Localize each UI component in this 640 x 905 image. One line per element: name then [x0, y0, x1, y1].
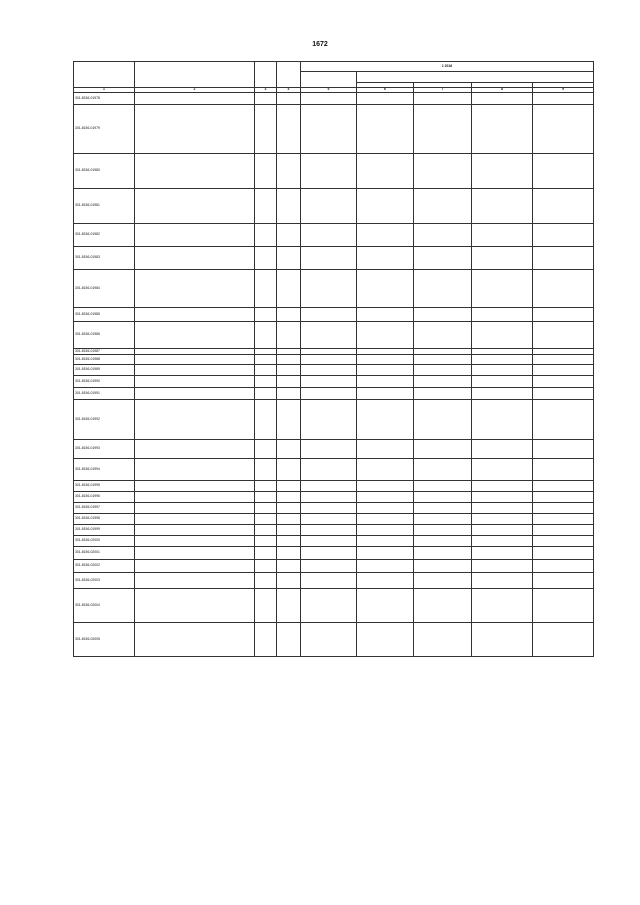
table-row — [74, 365, 594, 376]
row-price-zone-2 — [414, 440, 472, 459]
table-row — [74, 589, 594, 623]
row-price-zone-4 — [533, 589, 594, 623]
table-row — [74, 547, 594, 560]
row-name — [135, 623, 255, 657]
row-code: 301-8156-02003 — [74, 573, 135, 589]
row-name — [135, 525, 255, 536]
table-row — [74, 560, 594, 573]
row-price-release — [301, 270, 357, 308]
row-price-zone-2 — [414, 224, 472, 247]
row-price-zone-2 — [414, 308, 472, 322]
row-unit — [255, 388, 277, 400]
row-code: 301-8156-01999 — [74, 525, 135, 536]
column-number: 8 — [472, 88, 533, 93]
row-code: 301-8156-01981 — [74, 189, 135, 224]
row-unit — [255, 589, 277, 623]
row-price-zone-4 — [533, 105, 594, 154]
column-number: 6 — [357, 88, 414, 93]
row-mass — [277, 154, 301, 189]
row-price-zone-1 — [357, 459, 414, 481]
column-number: 1 — [74, 88, 135, 93]
row-price-zone-2 — [414, 365, 472, 376]
row-price-release — [301, 400, 357, 440]
row-unit — [255, 573, 277, 589]
row-price-zone-3 — [472, 189, 533, 224]
row-name — [135, 560, 255, 573]
row-price-zone-4 — [533, 247, 594, 270]
row-price-zone-3 — [472, 400, 533, 440]
row-code: 301-8156-01987 — [74, 349, 135, 355]
row-code: 301-8156-02005 — [74, 623, 135, 657]
row-price-zone-3 — [472, 525, 533, 536]
row-unit — [255, 355, 277, 365]
row-price-zone-4 — [533, 189, 594, 224]
row-mass — [277, 105, 301, 154]
table-row — [74, 573, 594, 589]
row-price-zone-1 — [357, 365, 414, 376]
row-price-zone-3 — [472, 459, 533, 481]
row-unit — [255, 400, 277, 440]
row-name — [135, 154, 255, 189]
row-price-zone-4 — [533, 536, 594, 547]
table-row — [74, 189, 594, 224]
row-mass — [277, 440, 301, 459]
row-price-release — [301, 547, 357, 560]
row-price-zone-1 — [357, 376, 414, 388]
row-price-release — [301, 365, 357, 376]
row-unit — [255, 459, 277, 481]
row-mass — [277, 525, 301, 536]
row-code: 301-8156-01993 — [74, 440, 135, 459]
column-number: 4 — [277, 88, 301, 93]
row-unit — [255, 481, 277, 492]
row-mass — [277, 503, 301, 514]
row-code: 301-8156-01991 — [74, 388, 135, 400]
row-name — [135, 573, 255, 589]
header-estimate-price — [357, 72, 594, 83]
row-price-release — [301, 503, 357, 514]
header-code — [74, 62, 135, 88]
row-price-zone-3 — [472, 105, 533, 154]
row-price-zone-1 — [357, 623, 414, 657]
row-unit — [255, 492, 277, 503]
header-price-group: 1 2016 — [301, 62, 594, 72]
table-row — [74, 492, 594, 503]
row-price-release — [301, 481, 357, 492]
row-price-zone-2 — [414, 388, 472, 400]
row-price-zone-4 — [533, 573, 594, 589]
row-price-zone-2 — [414, 247, 472, 270]
row-price-zone-4 — [533, 525, 594, 536]
row-price-zone-1 — [357, 270, 414, 308]
row-price-release — [301, 154, 357, 189]
row-unit — [255, 308, 277, 322]
row-code: 301-8156-01988 — [74, 355, 135, 365]
row-price-release — [301, 93, 357, 105]
row-price-release — [301, 105, 357, 154]
row-code: 301-8156-02004 — [74, 589, 135, 623]
row-price-release — [301, 224, 357, 247]
table-row — [74, 224, 594, 247]
row-unit — [255, 525, 277, 536]
row-price-zone-4 — [533, 224, 594, 247]
row-mass — [277, 400, 301, 440]
row-mass — [277, 459, 301, 481]
row-price-zone-3 — [472, 365, 533, 376]
table-row — [74, 247, 594, 270]
row-name — [135, 308, 255, 322]
row-price-zone-1 — [357, 322, 414, 349]
row-price-zone-4 — [533, 376, 594, 388]
table-row — [74, 355, 594, 365]
row-price-zone-4 — [533, 459, 594, 481]
header-name — [135, 62, 255, 88]
row-price-zone-2 — [414, 189, 472, 224]
row-price-zone-3 — [472, 503, 533, 514]
row-unit — [255, 270, 277, 308]
row-price-release — [301, 440, 357, 459]
row-price-zone-3 — [472, 224, 533, 247]
table-row — [74, 440, 594, 459]
row-code: 301-8156-01979 — [74, 105, 135, 154]
row-price-zone-3 — [472, 481, 533, 492]
row-name — [135, 355, 255, 365]
row-price-zone-2 — [414, 355, 472, 365]
row-price-zone-3 — [472, 270, 533, 308]
row-price-zone-3 — [472, 93, 533, 105]
row-name — [135, 481, 255, 492]
row-name — [135, 400, 255, 440]
row-price-zone-2 — [414, 270, 472, 308]
row-code: 301-8156-01980 — [74, 154, 135, 189]
row-price-zone-3 — [472, 388, 533, 400]
table-row — [74, 623, 594, 657]
row-name — [135, 270, 255, 308]
row-price-release — [301, 573, 357, 589]
table-row — [74, 459, 594, 481]
row-price-release — [301, 376, 357, 388]
table-row — [74, 525, 594, 536]
row-unit — [255, 440, 277, 459]
row-price-zone-2 — [414, 573, 472, 589]
column-number: 3 — [255, 88, 277, 93]
row-price-zone-4 — [533, 481, 594, 492]
table-row — [74, 376, 594, 388]
row-name — [135, 589, 255, 623]
row-price-zone-2 — [414, 93, 472, 105]
row-code: 301-8156-01998 — [74, 514, 135, 525]
row-price-release — [301, 492, 357, 503]
column-number: 7 — [414, 88, 472, 93]
table-row — [74, 308, 594, 322]
row-price-zone-3 — [472, 514, 533, 525]
row-price-zone-3 — [472, 308, 533, 322]
row-mass — [277, 189, 301, 224]
row-price-zone-4 — [533, 365, 594, 376]
row-price-zone-3 — [472, 492, 533, 503]
row-price-zone-2 — [414, 154, 472, 189]
row-unit — [255, 623, 277, 657]
row-price-zone-2 — [414, 536, 472, 547]
row-price-zone-1 — [357, 514, 414, 525]
row-price-release — [301, 322, 357, 349]
row-price-zone-4 — [533, 93, 594, 105]
row-name — [135, 503, 255, 514]
row-unit — [255, 224, 277, 247]
row-unit — [255, 514, 277, 525]
row-name — [135, 376, 255, 388]
row-price-zone-2 — [414, 547, 472, 560]
row-price-release — [301, 355, 357, 365]
row-price-release — [301, 247, 357, 270]
row-code: 301-8156-01994 — [74, 459, 135, 481]
table-row — [74, 400, 594, 440]
row-name — [135, 93, 255, 105]
table-body — [74, 93, 594, 657]
row-unit — [255, 376, 277, 388]
row-unit — [255, 547, 277, 560]
row-price-zone-1 — [357, 503, 414, 514]
table-row — [74, 388, 594, 400]
row-price-zone-1 — [357, 573, 414, 589]
row-price-zone-1 — [357, 93, 414, 105]
row-price-zone-2 — [414, 514, 472, 525]
row-price-zone-2 — [414, 623, 472, 657]
row-unit — [255, 93, 277, 105]
table-row — [74, 514, 594, 525]
row-price-zone-4 — [533, 154, 594, 189]
row-price-zone-2 — [414, 560, 472, 573]
row-unit — [255, 247, 277, 270]
row-code: 301-8156-01997 — [74, 503, 135, 514]
row-mass — [277, 270, 301, 308]
row-code: 301-8156-01978 — [74, 93, 135, 105]
row-price-zone-2 — [414, 105, 472, 154]
row-code: 301-8156-01983 — [74, 247, 135, 270]
row-code: 301-8156-01995 — [74, 481, 135, 492]
row-price-zone-4 — [533, 623, 594, 657]
row-unit — [255, 154, 277, 189]
row-name — [135, 459, 255, 481]
row-price-zone-1 — [357, 536, 414, 547]
row-price-zone-2 — [414, 589, 472, 623]
row-price-zone-1 — [357, 224, 414, 247]
row-price-zone-3 — [472, 589, 533, 623]
row-price-zone-3 — [472, 355, 533, 365]
row-mass — [277, 365, 301, 376]
row-price-zone-4 — [533, 440, 594, 459]
row-mass — [277, 492, 301, 503]
row-price-zone-1 — [357, 105, 414, 154]
row-price-zone-4 — [533, 355, 594, 365]
row-price-release — [301, 623, 357, 657]
row-price-zone-4 — [533, 388, 594, 400]
row-price-zone-1 — [357, 355, 414, 365]
table-row — [74, 322, 594, 349]
row-code: 301-8156-01989 — [74, 365, 135, 376]
table-row — [74, 536, 594, 547]
row-code: 301-8156-02001 — [74, 547, 135, 560]
row-name — [135, 536, 255, 547]
row-mass — [277, 355, 301, 365]
row-price-zone-2 — [414, 459, 472, 481]
row-price-zone-3 — [472, 376, 533, 388]
row-mass — [277, 547, 301, 560]
row-mass — [277, 247, 301, 270]
row-mass — [277, 388, 301, 400]
row-code: 301-8156-01990 — [74, 376, 135, 388]
table-row — [74, 105, 594, 154]
row-mass — [277, 589, 301, 623]
row-price-zone-4 — [533, 400, 594, 440]
row-price-zone-1 — [357, 400, 414, 440]
row-price-release — [301, 525, 357, 536]
row-unit — [255, 105, 277, 154]
row-price-zone-3 — [472, 623, 533, 657]
row-mass — [277, 573, 301, 589]
table-row — [74, 503, 594, 514]
row-price-release — [301, 189, 357, 224]
row-name — [135, 547, 255, 560]
row-code: 301-8156-01984 — [74, 270, 135, 308]
row-price-zone-2 — [414, 492, 472, 503]
column-number: 5 — [301, 88, 357, 93]
table-row — [74, 270, 594, 308]
column-number: 9 — [533, 88, 594, 93]
row-name — [135, 388, 255, 400]
row-price-zone-3 — [472, 560, 533, 573]
row-mass — [277, 481, 301, 492]
row-price-zone-4 — [533, 560, 594, 573]
row-mass — [277, 224, 301, 247]
row-price-zone-4 — [533, 322, 594, 349]
row-price-release — [301, 388, 357, 400]
header-release-price — [301, 72, 357, 88]
row-code: 301-8156-01982 — [74, 224, 135, 247]
row-code: 301-8156-02002 — [74, 560, 135, 573]
row-code: 301-8156-01996 — [74, 492, 135, 503]
row-price-release — [301, 560, 357, 573]
row-mass — [277, 560, 301, 573]
row-price-zone-1 — [357, 388, 414, 400]
table-row — [74, 481, 594, 492]
row-price-zone-4 — [533, 514, 594, 525]
row-mass — [277, 514, 301, 525]
row-price-zone-4 — [533, 270, 594, 308]
row-unit — [255, 189, 277, 224]
row-price-zone-2 — [414, 481, 472, 492]
row-price-zone-3 — [472, 536, 533, 547]
page-number: 1672 — [312, 41, 328, 48]
row-price-zone-4 — [533, 547, 594, 560]
row-name — [135, 105, 255, 154]
row-code: 301-8156-01986 — [74, 322, 135, 349]
row-name — [135, 492, 255, 503]
row-price-zone-3 — [472, 247, 533, 270]
row-price-release — [301, 514, 357, 525]
row-price-release — [301, 589, 357, 623]
row-price-zone-4 — [533, 503, 594, 514]
row-mass — [277, 623, 301, 657]
row-name — [135, 189, 255, 224]
row-name — [135, 247, 255, 270]
row-name — [135, 514, 255, 525]
row-price-release — [301, 308, 357, 322]
row-price-zone-2 — [414, 322, 472, 349]
row-price-zone-3 — [472, 573, 533, 589]
row-price-zone-1 — [357, 492, 414, 503]
row-unit — [255, 536, 277, 547]
row-price-zone-1 — [357, 247, 414, 270]
row-code: 301-8156-01992 — [74, 400, 135, 440]
row-price-zone-2 — [414, 503, 472, 514]
row-unit — [255, 503, 277, 514]
row-price-zone-1 — [357, 547, 414, 560]
row-price-zone-4 — [533, 308, 594, 322]
row-mass — [277, 93, 301, 105]
row-price-zone-1 — [357, 589, 414, 623]
row-mass — [277, 536, 301, 547]
row-code: 301-8156-01985 — [74, 308, 135, 322]
row-price-zone-2 — [414, 525, 472, 536]
row-price-zone-1 — [357, 525, 414, 536]
row-mass — [277, 376, 301, 388]
row-price-zone-2 — [414, 400, 472, 440]
row-price-zone-1 — [357, 308, 414, 322]
row-price-zone-1 — [357, 560, 414, 573]
row-price-zone-3 — [472, 547, 533, 560]
row-price-zone-1 — [357, 189, 414, 224]
row-name — [135, 365, 255, 376]
row-price-zone-1 — [357, 440, 414, 459]
header-mass — [277, 62, 301, 88]
row-price-zone-4 — [533, 492, 594, 503]
price-table — [73, 61, 594, 657]
row-price-release — [301, 536, 357, 547]
table-row — [74, 93, 594, 105]
row-unit — [255, 322, 277, 349]
table-row — [74, 154, 594, 189]
row-unit — [255, 365, 277, 376]
row-price-release — [301, 459, 357, 481]
row-price-zone-1 — [357, 154, 414, 189]
row-name — [135, 224, 255, 247]
column-number: 2 — [135, 88, 255, 93]
header-unit — [255, 62, 277, 88]
row-price-zone-3 — [472, 322, 533, 349]
row-mass — [277, 322, 301, 349]
row-price-zone-1 — [357, 481, 414, 492]
row-unit — [255, 560, 277, 573]
row-code: 301-8156-02000 — [74, 536, 135, 547]
row-name — [135, 440, 255, 459]
row-price-zone-3 — [472, 154, 533, 189]
row-mass — [277, 308, 301, 322]
row-price-zone-3 — [472, 440, 533, 459]
row-price-zone-2 — [414, 376, 472, 388]
row-name — [135, 322, 255, 349]
